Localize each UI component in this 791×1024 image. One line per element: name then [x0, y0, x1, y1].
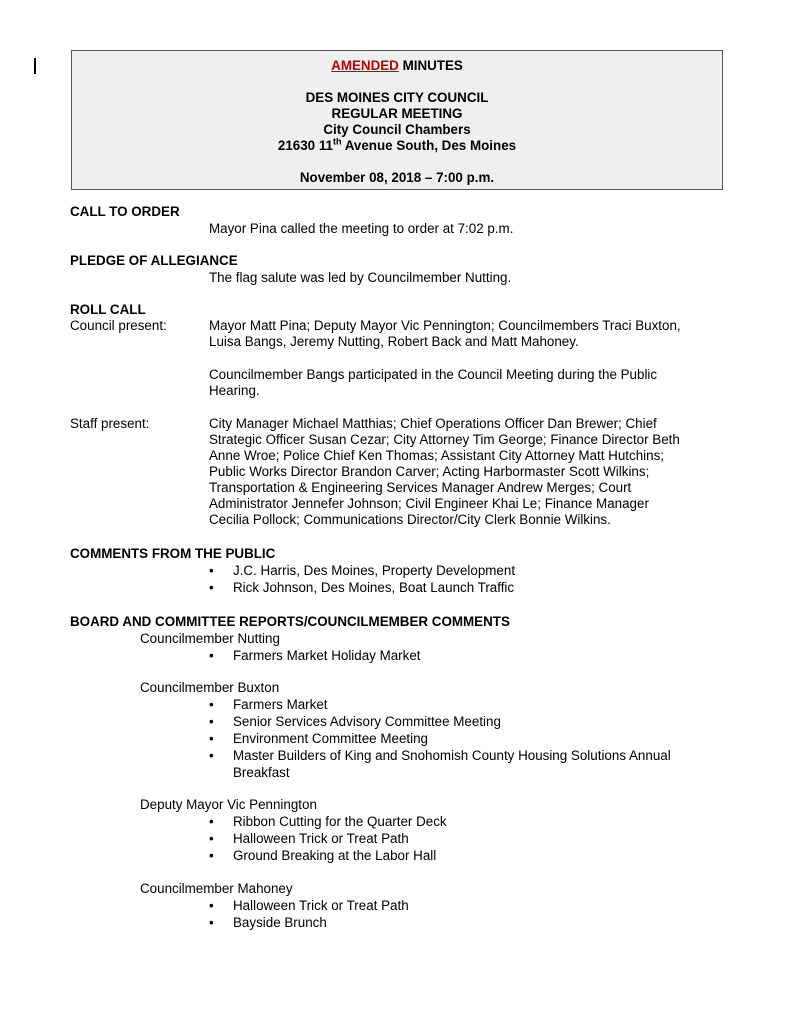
council-present-line: Mayor Matt Pina; Deputy Mayor Vic Pennington; Councilmembers Traci Buxton, — [209, 318, 681, 333]
bullet-icon: • — [209, 814, 214, 829]
staff-present-line: Public Works Director Brandon Carver; Acting Harbormaster Scott Wilkins; — [209, 464, 650, 479]
staff-present-line: Anne Wroe; Police Chief Ken Thomas; Assistant City Attorney Matt Hutchins; — [209, 448, 664, 463]
pledge-text: The flag salute was led by Councilmember Nutting. — [209, 270, 512, 285]
bullet-icon: • — [209, 697, 214, 712]
bullet-icon: • — [209, 731, 214, 746]
list-item-text: Rick Johnson, Des Moines, Boat Launch Traffic — [233, 580, 515, 595]
reports-heading: BOARD AND COMMITTEE REPORTS/COUNCILMEMBER COMMENTS — [70, 614, 510, 629]
minutes-header-box — [71, 50, 723, 190]
list-item-text: J.C. Harris, Des Moines, Property Development — [233, 563, 516, 578]
amended-label: AMENDED — [331, 58, 399, 73]
meeting-type: REGULAR MEETING — [331, 106, 463, 121]
list-item-text: Master Builders of King and Snohomish County Housing Solutions Annual — [233, 748, 671, 763]
staff-present-line: Strategic Officer Susan Cezar; City Attorney Tim George; Finance Director Beth — [209, 432, 680, 447]
bullet-icon: • — [209, 648, 214, 663]
list-item-text: Ribbon Cutting for the Quarter Deck — [233, 814, 447, 829]
meeting-address — [72, 138, 722, 154]
address-number: 21630 11 — [277, 138, 333, 153]
staff-present-label: Staff present: — [70, 416, 150, 431]
address-suffix: th — [333, 136, 342, 147]
council-present-list — [209, 318, 709, 350]
bullet-icon: • — [209, 714, 214, 729]
roll-call-heading: ROLL CALL — [70, 302, 146, 317]
list-item-text: Farmers Market Holiday Market — [233, 648, 421, 663]
list-item-text: Environment Committee Meeting — [233, 731, 428, 746]
list-item-text: Breakfast — [233, 765, 290, 780]
staff-present-line: Cecilia Pollock; Communications Director/City Clerk Bonnie Wilkins. — [209, 512, 611, 527]
bullet-icon: • — [209, 848, 214, 863]
staff-present-line: Administrator Jennefer Johnson; Civil Engineer Khai Le; Finance Manager — [209, 496, 649, 511]
staff-present-line: Transportation & Engineering Services Manager Andrew Merges; Court — [209, 480, 632, 495]
meeting-location: City Council Chambers — [323, 122, 471, 137]
pledge-heading: PLEDGE OF ALLEGIANCE — [70, 253, 238, 268]
reporter-name: Deputy Mayor Vic Pennington — [140, 797, 317, 812]
amended-minutes-title — [72, 58, 722, 74]
revision-change-bar — [34, 58, 36, 74]
bullet-icon: • — [209, 748, 214, 763]
council-name: DES MOINES CITY COUNCIL — [305, 90, 489, 105]
bullet-icon: • — [209, 831, 214, 846]
list-item-text: Senior Services Advisory Committee Meeting — [233, 714, 501, 729]
call-to-order-text: Mayor Pina called the meeting to order at 7:02 p.m. — [209, 221, 514, 236]
list-item-text: Halloween Trick or Treat Path — [233, 831, 409, 846]
meeting-date-time: November 08, 2018 – 7:00 p.m. — [299, 170, 495, 185]
reporter-name: Councilmember Buxton — [140, 680, 280, 695]
bullet-icon: • — [209, 915, 214, 930]
roll-call-note-line: Hearing. — [209, 383, 260, 398]
bullet-icon: • — [209, 563, 214, 578]
call-to-order-heading: CALL TO ORDER — [70, 204, 180, 219]
minutes-label: MINUTES — [398, 58, 463, 73]
list-item-text: Halloween Trick or Treat Path — [233, 898, 409, 913]
bullet-icon: • — [209, 580, 214, 595]
address-rest: Avenue South, Des Moines — [341, 138, 517, 153]
council-present-line: Luisa Bangs, Jeremy Nutting, Robert Back and Matt Mahoney. — [209, 334, 579, 349]
list-item-text: Ground Breaking at the Labor Hall — [233, 848, 437, 863]
bullet-icon: • — [209, 898, 214, 913]
reporter-name: Councilmember Mahoney — [140, 881, 293, 896]
council-present-label: Council present: — [70, 318, 167, 333]
reporter-name: Councilmember Nutting — [140, 631, 280, 646]
list-item-text: Farmers Market — [233, 697, 328, 712]
public-comments-heading: COMMENTS FROM THE PUBLIC — [70, 546, 276, 561]
roll-call-note-line: Councilmember Bangs participated in the Council Meeting during the Public — [209, 367, 658, 382]
staff-present-line: City Manager Michael Matthias; Chief Operations Officer Dan Brewer; Chief — [209, 416, 657, 431]
staff-present-list — [209, 416, 709, 528]
roll-call-note — [209, 367, 709, 399]
list-item-text: Bayside Brunch — [233, 915, 327, 930]
